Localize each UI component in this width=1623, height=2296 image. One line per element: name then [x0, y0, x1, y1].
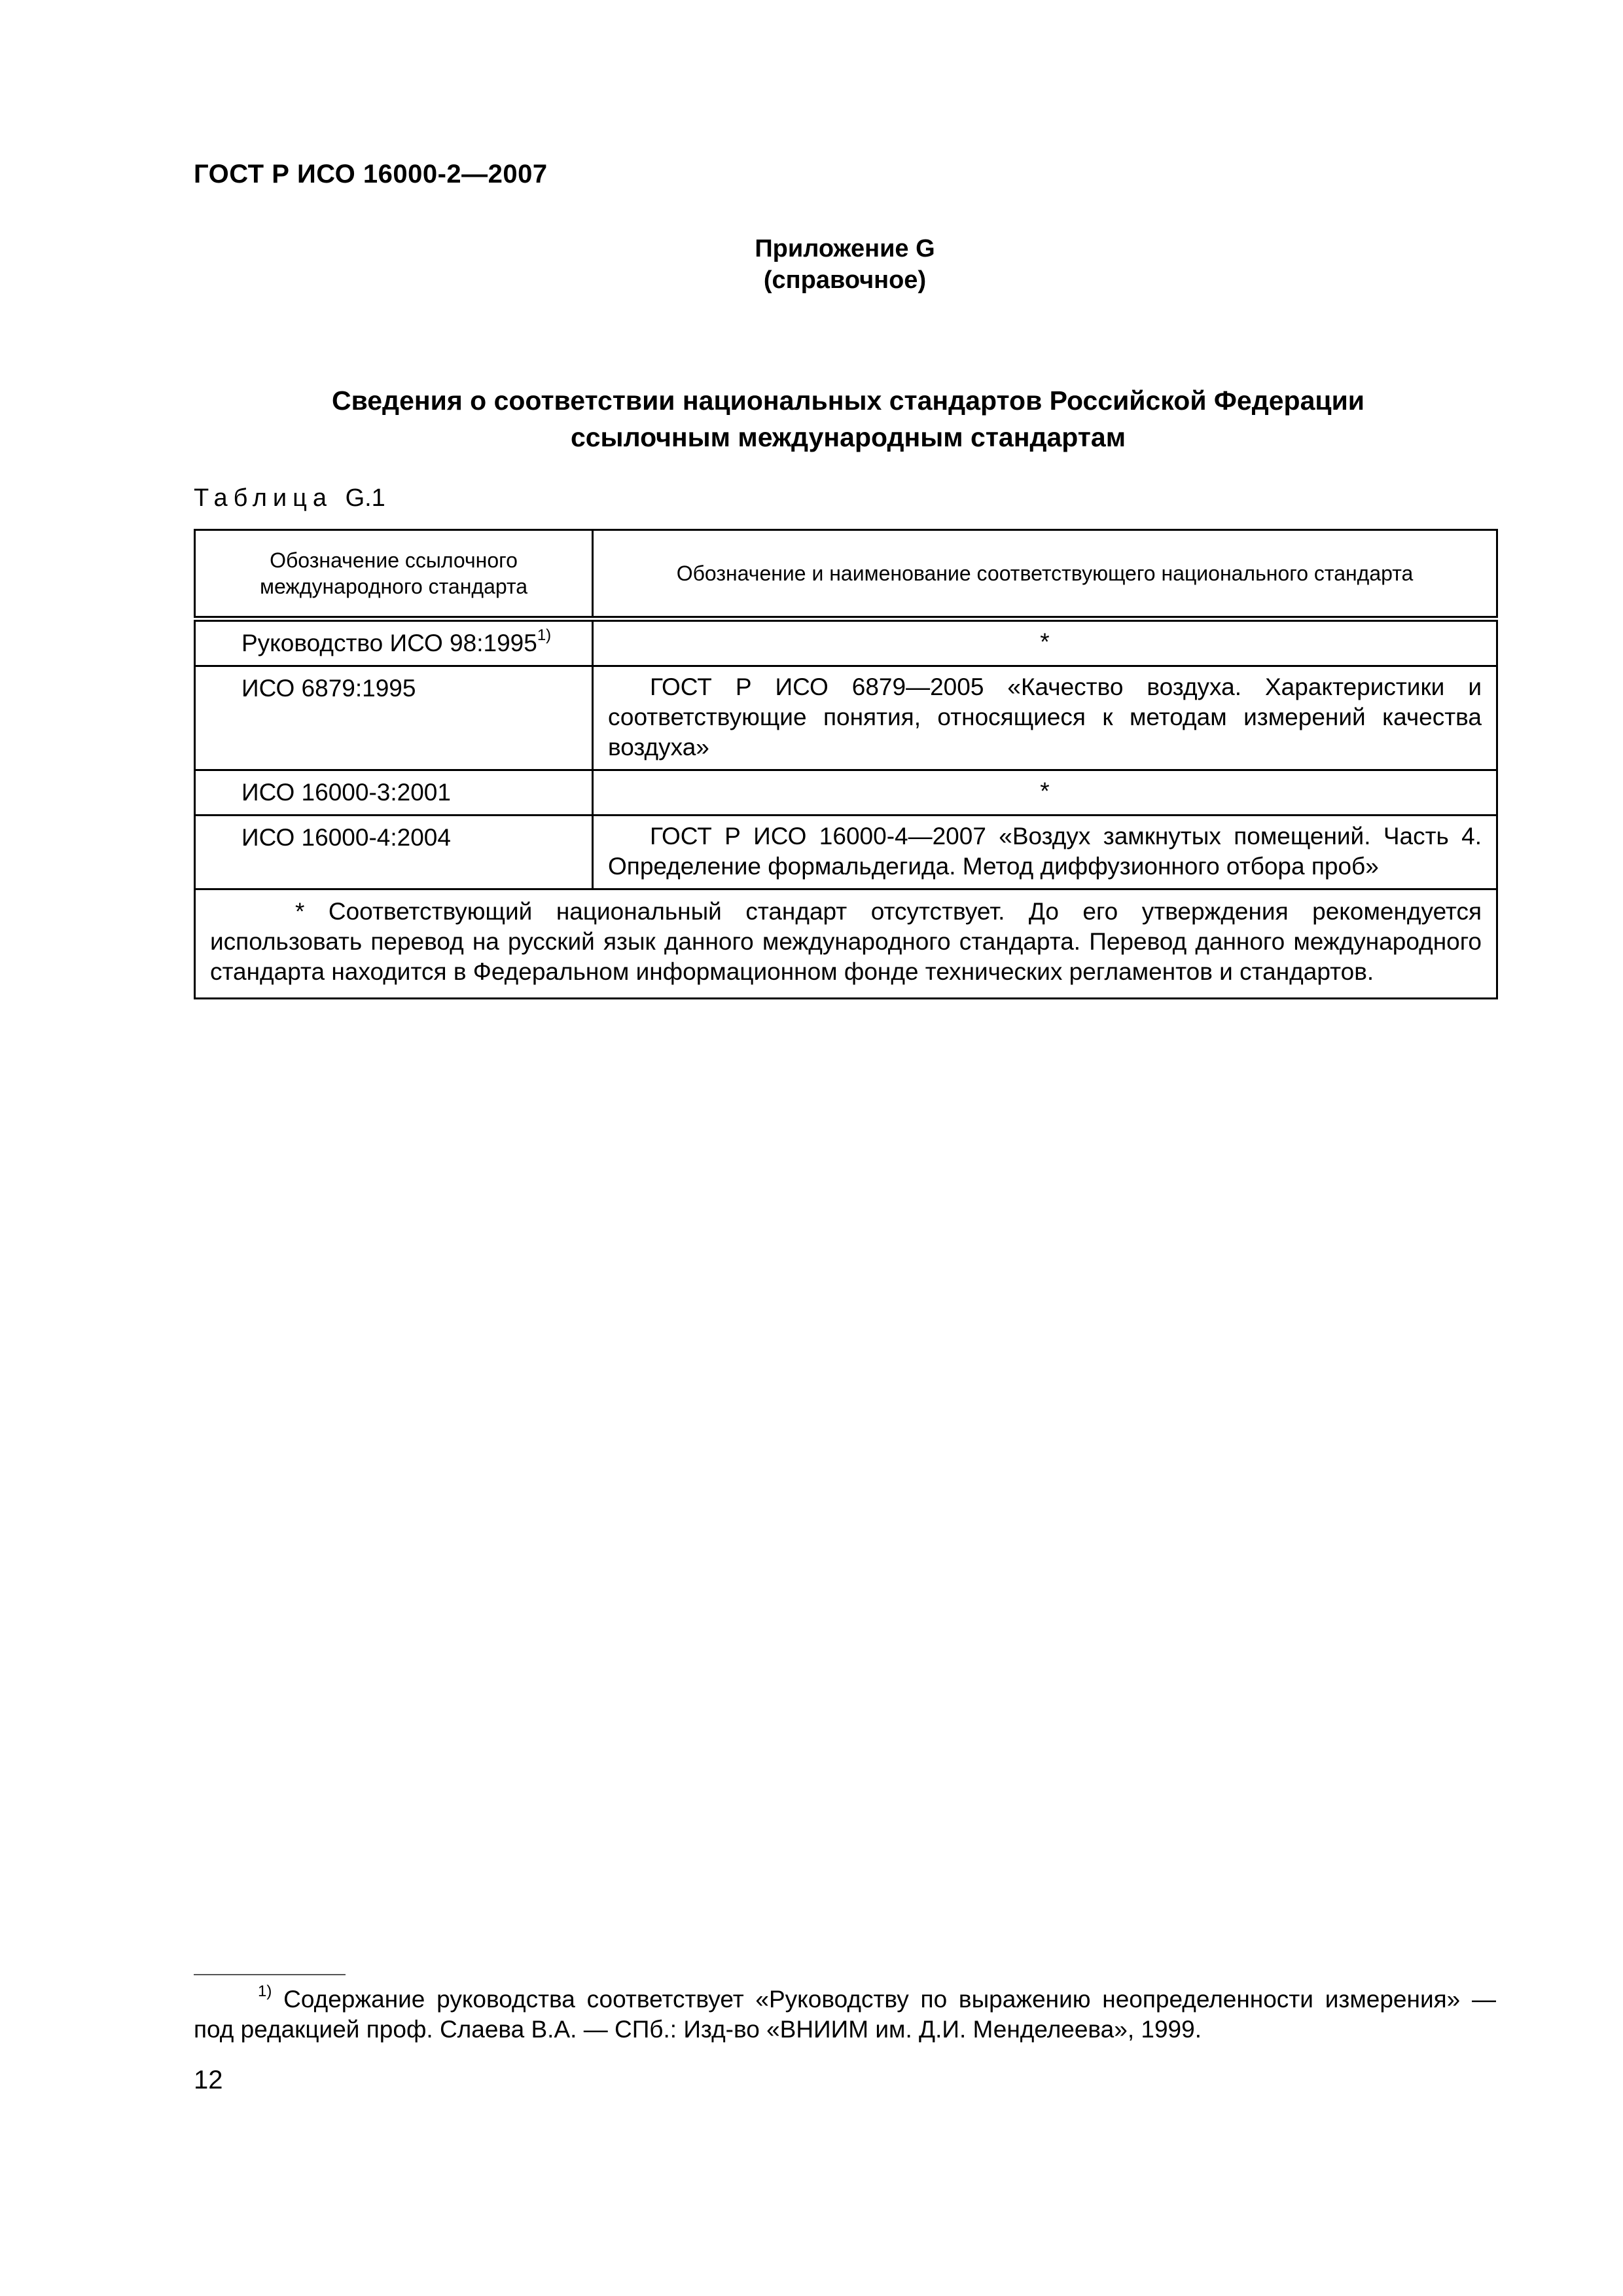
footnote-marker: 1) [537, 626, 552, 644]
reference-cell: ИСО 16000-3:2001 [195, 770, 593, 816]
table-row [195, 666, 1497, 770]
page-number: 12 [194, 2066, 223, 2094]
reference-cell [195, 619, 593, 666]
table-row [195, 770, 1497, 816]
national-cell: * [593, 770, 1497, 816]
table-caption [194, 484, 385, 512]
reference-text: Руководство ИСО 98:1995 [241, 630, 537, 656]
table-caption-number: G.1 [345, 484, 385, 512]
document-header: ГОСТ Р ИСО 16000-2—2007 [194, 160, 548, 188]
section-title-line-1: Сведения о соответствии национальных стандартов Российской Федерации [331, 386, 1365, 416]
footnote-marker: 1) [258, 1982, 272, 2000]
footnote-text: Содержание руководства соответствует «Руководству по выражению неопределенности измерения» — под редакцией проф. Слаева В.А. — СПб.: Изд-во «ВНИИМ им. Д.И. Менделеева», 1999. [194, 1986, 1497, 2043]
table-row [195, 619, 1497, 666]
national-cell: ГОСТ Р ИСО 16000-4—2007 «Воздух замкнутых помещений. Часть 4. Определение формальдегида. Метод диффузионного отбора проб» [593, 816, 1497, 889]
table-note-row [195, 889, 1497, 999]
footnote-divider [194, 1974, 346, 1975]
reference-cell: ИСО 6879:1995 [195, 666, 593, 770]
standards-correspondence-table [194, 529, 1498, 999]
table-row [195, 816, 1497, 889]
table-caption-word: Таблица [194, 484, 332, 512]
national-cell: ГОСТ Р ИСО 6879—2005 «Качество воздуха. Характеристики и соответствующие понятия, относящиеся к методам измерений качества воздуха» [593, 666, 1497, 770]
annex-type: (справочное) [763, 266, 927, 294]
column-header-national: Обозначение и наименование соответствующего национального стандарта [593, 530, 1497, 619]
table-note: * Соответствующий национальный стандарт отсутствует. До его утверждения рекомендуется использовать перевод на русский язык данного международного стандарта. Перевод данного международного стандарта находится в Федеральном информационном фонде технических регламентов и стандартов. [195, 889, 1497, 999]
reference-cell: ИСО 16000-4:2004 [195, 816, 593, 889]
annex-heading [194, 233, 1496, 296]
national-cell: * [593, 619, 1497, 666]
section-title-line-2: ссылочным международным стандартам [570, 422, 1126, 452]
footnote [194, 1984, 1496, 2045]
annex-title: Приложение G [755, 235, 935, 262]
column-header-reference: Обозначение ссылочного международного стандарта [195, 530, 593, 619]
table-header-row [195, 530, 1497, 619]
section-title [194, 382, 1503, 456]
